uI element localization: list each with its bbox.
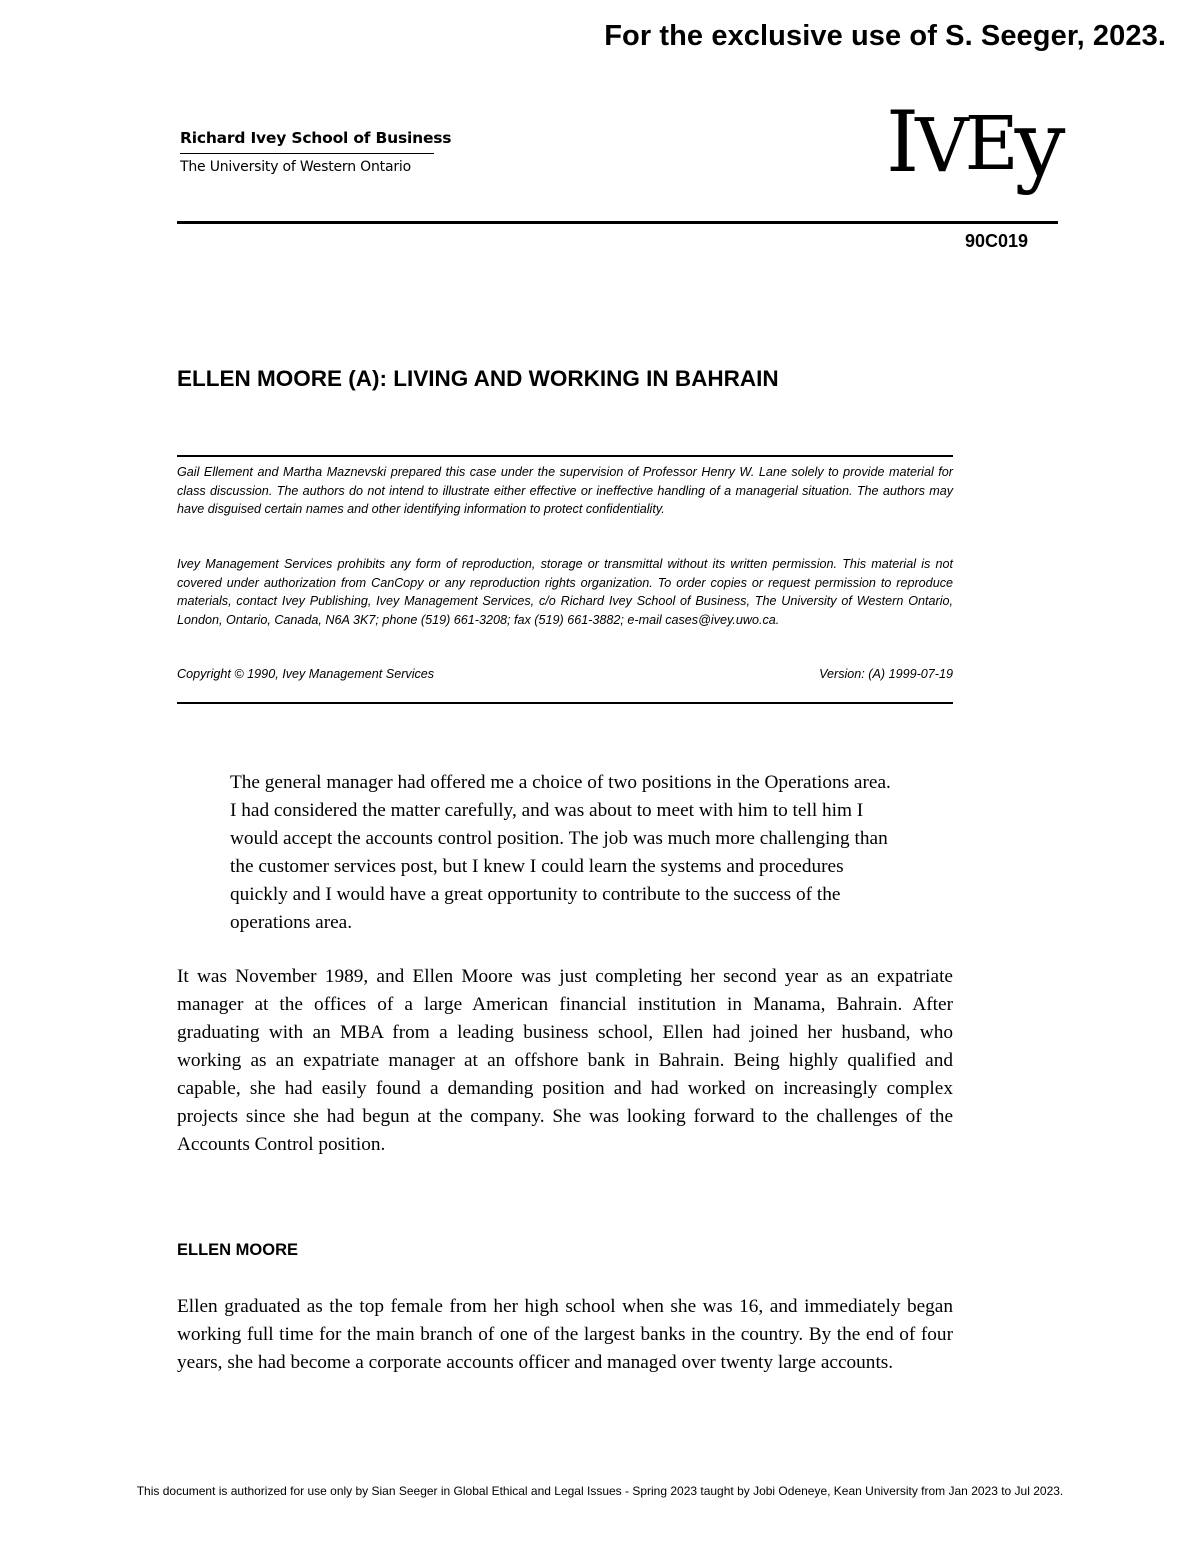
case-number: 90C019 bbox=[964, 231, 1028, 251]
case-title: ELLEN MOORE (A): LIVING AND WORKING IN BAHRAIN bbox=[177, 366, 779, 391]
permissions-note: Ivey Management Services prohibits any form of reproduction, storage or transmittal without its written permission. This material is not covered under authorization from CanCopy or any reproduction rights organization. To order copies or request permission to reproduce materials, contact Ivey Publishing, Ivey Management Services, c/o Richard Ivey School of Business, The University of Western Ontario, London, Ontario, Canada, N6A 3K7; phone (519) 661-3208; fax (519) 661-3882; e-mail cases@ivey.uwo.ca. bbox=[177, 557, 953, 627]
logo-letter-e: E bbox=[964, 101, 1015, 187]
section-paragraph: Ellen graduated as the top female from her high school when she was 16, and immediately began working full time for the main branch of one of the largest banks in the country. By the end of four years, she had become a corporate accounts officer and managed over twenty large accounts. bbox=[177, 1296, 953, 1373]
disclaimer-bottom-rule bbox=[177, 702, 953, 704]
logo-letter-y: y bbox=[1014, 92, 1062, 197]
authorization-footer: This document is authorized for use only by Sian Seeger in Global Ethical and Legal Issues - Spring 2023 taught by Jobi Odeneye, Kean University from Jan 2023 to Jul 2023. bbox=[136, 1484, 1064, 1498]
disclaimer-top-rule bbox=[177, 455, 953, 457]
section-heading: ELLEN MOORE bbox=[177, 1241, 299, 1259]
version-label: Version: (A) 1999-07-19 bbox=[819, 667, 953, 681]
opening-quote: The general manager had offered me a choice of two positions in the Operations area. I had considered the matter carefully, and was about to meet with him to tell him I would accept the accounts control position. The job was much more challenging than the customer services post, but I knew I could learn the systems and procedures quickly and I would have a great opportunity to contribute to the success of the operations area. bbox=[230, 772, 891, 933]
school-name: Richard Ivey School of Business bbox=[180, 129, 452, 147]
ivey-logo bbox=[886, 92, 1062, 197]
exclusive-use-notice: For the exclusive use of S. Seeger, 2023. bbox=[604, 20, 1166, 52]
university-name: The University of Western Ontario bbox=[180, 159, 411, 175]
intro-paragraph: It was November 1989, and Ellen Moore was just completing her second year as an expatriate manager at the offices of a large American financial institution in Manama, Bahrain. After graduating with an MBA from a leading business school, Ellen had joined her husband, who working as an expatriate manager at an offshore bank in Bahrain. Being highly qualified and capable, she had easily found a demanding position and had worked on increasingly complex projects since she had begun at the company. She was looking forward to the challenges of the Accounts Control position. bbox=[177, 966, 953, 1155]
header-divider bbox=[177, 221, 1058, 224]
authorship-note: Gail Ellement and Martha Maznevski prepared this case under the supervision of Professor Henry W. Lane solely to provide material for class discussion. The authors do not intend to illustrate either effective or ineffective handling of a managerial situation. The authors may have disguised certain names and other identifying information to protect confidentiality. bbox=[177, 465, 953, 516]
copyright-notice: Copyright © 1990, Ivey Management Services bbox=[177, 667, 435, 681]
logo-letter-i: I bbox=[886, 93, 916, 191]
copyright-row bbox=[177, 665, 953, 684]
logo-letter-v: V bbox=[915, 103, 965, 189]
school-name-underline bbox=[180, 153, 434, 154]
